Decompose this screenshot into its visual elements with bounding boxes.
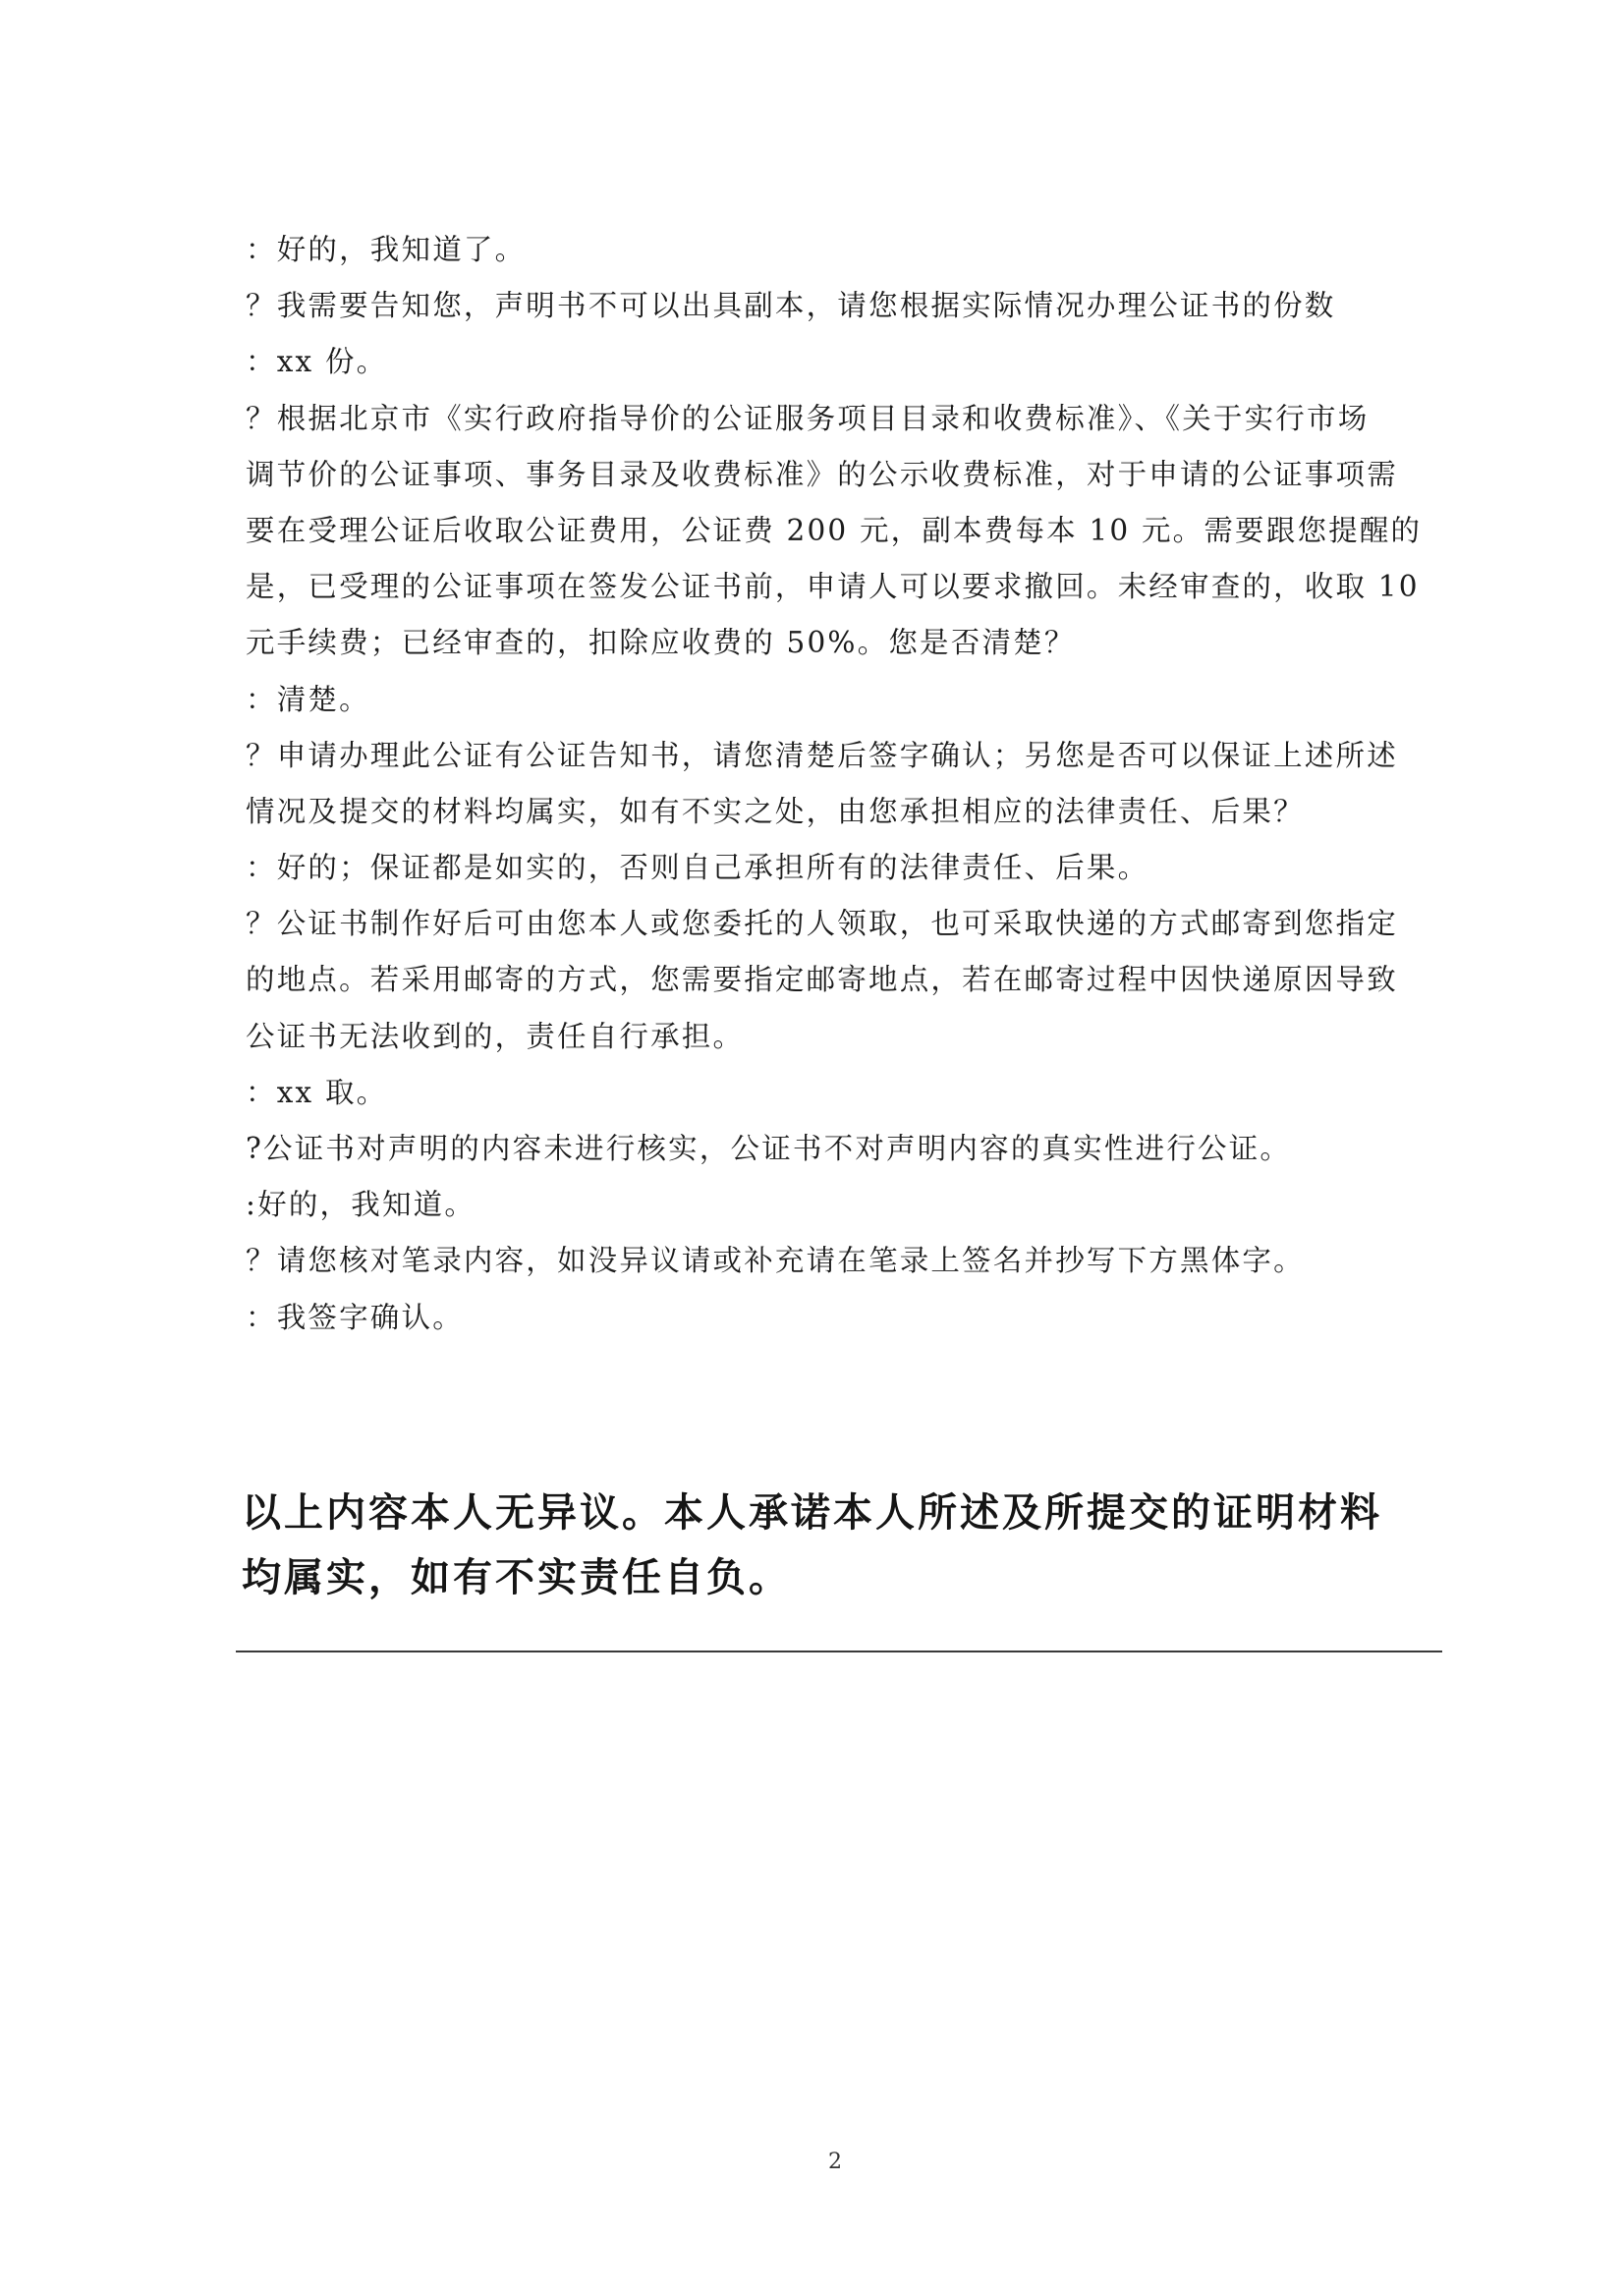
transcript-line: ？申请办理此公证有公证告知书，请您清楚后签字确认；另您是否可以保证上述所述 xyxy=(246,738,1398,772)
transcript-line: :好的，我知道。 xyxy=(246,1188,476,1222)
page-number: 2 xyxy=(828,2150,842,2174)
signature-line xyxy=(236,1651,1442,1652)
transcript-line: ：我签字确认。 xyxy=(246,1300,464,1334)
transcript-line: ？请您核对笔录内容，如没异议请或补充请在笔录上签名并抄写下方黑体字。 xyxy=(246,1244,1305,1278)
transcript-line: ：好的；保证都是如实的，否则自己承担所有的法律责任、后果。 xyxy=(246,851,1149,885)
transcript-line: 元手续费；已经审查的，扣除应收费的 50%。您是否清楚？ xyxy=(246,626,1076,660)
transcript-body xyxy=(246,222,1464,1346)
transcript-line: 的地点。若采用邮寄的方式，您需要指定邮寄地点，若在邮寄过程中因快递原因导致 xyxy=(246,963,1398,997)
transcript-line: ：xx 份。 xyxy=(246,345,388,379)
statement-line: 均属实，如有不实责任自负。 xyxy=(242,1555,791,1600)
transcript-line: ：xx 取。 xyxy=(246,1075,388,1109)
transcript-line: ：清楚。 xyxy=(246,682,370,716)
transcript-line: 情况及提交的材料均属实，如有不实之处，由您承担相应的法律责任、后果？ xyxy=(246,794,1305,828)
transcript-line: ?公证书对声明的内容未进行核实，公证书不对声明内容的真实性进行公证。 xyxy=(246,1132,1292,1165)
transcript-line: 调节价的公证事项、事务目录及收费标准》的公示收费标准，对于申请的公证事项需 xyxy=(246,457,1398,491)
transcript-line: 公证书无法收到的，责任自行承担。 xyxy=(246,1019,745,1053)
transcript-line: ？根据北京市《实行政府指导价的公证服务项目目录和收费标准》、《关于实行市场 xyxy=(246,401,1370,435)
transcript-line: ？我需要告知您，声明书不可以出具副本，请您根据实际情况办理公证书的份数 xyxy=(246,289,1336,323)
transcript-line: 要在受理公证后收取公证费用，公证费 200 元，副本费每本 10 元。需要跟您提醒的 xyxy=(246,513,1423,547)
statement-line: 以上内容本人无异议。本人承诺本人所述及所提交的证明材料 xyxy=(242,1490,1382,1536)
transcript-line: ：好的，我知道了。 xyxy=(246,233,527,266)
confirmation-statement xyxy=(242,1481,1470,1610)
transcript-line: ？公证书制作好后可由您本人或您委托的人领取，也可采取快递的方式邮寄到您指定 xyxy=(246,907,1398,941)
transcript-line: 是，已受理的公证事项在签发公证书前，申请人可以要求撤回。未经审查的，收取 10 xyxy=(246,570,1420,604)
